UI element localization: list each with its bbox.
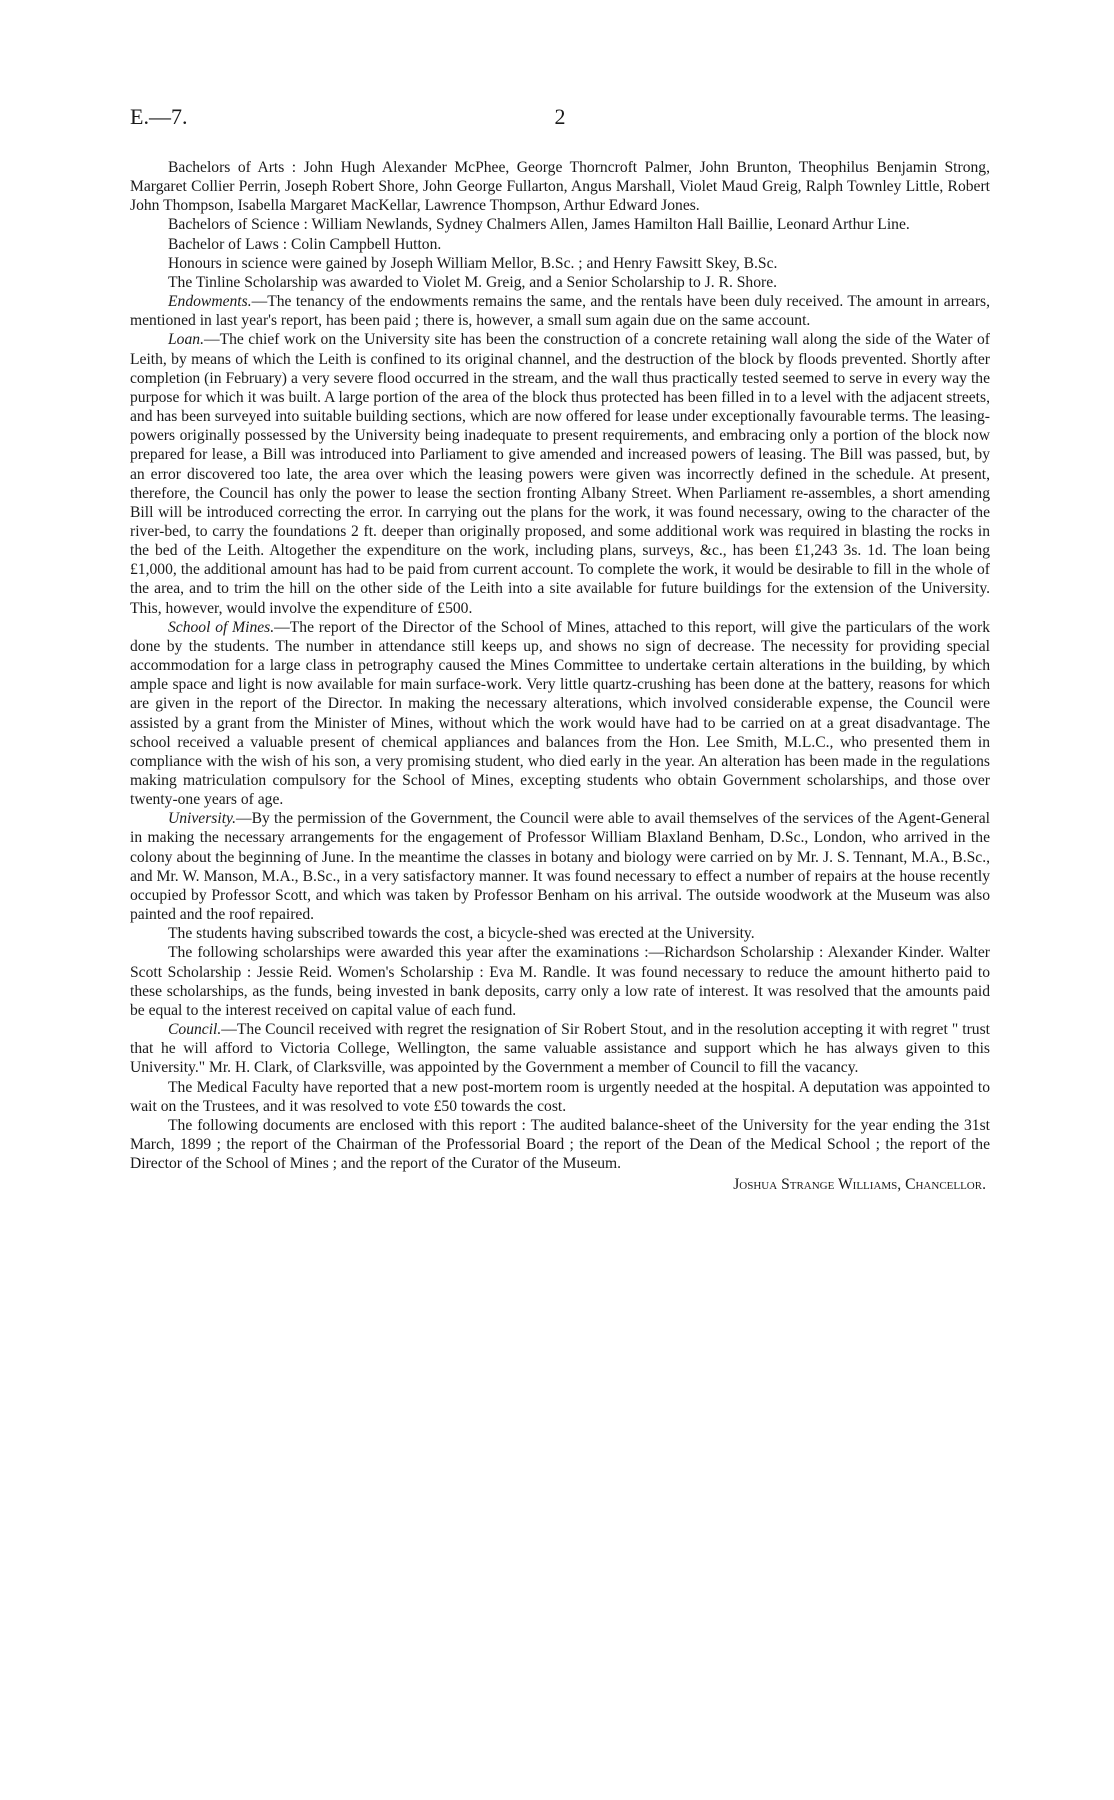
heading-university: University.	[168, 810, 236, 828]
heading-council: Council.	[168, 1021, 222, 1039]
paragraph-council: Council.—The Council received with regret the resignation of Sir Robert Stout, and in the resolution accepting it with regret " trust that he will afford to Victoria College, Wellington, the same valuable assistance and support which he has always given to this University." Mr. H. Clark, of Clarksville, was appointed by the Government a member of Council to fill the vacancy.	[130, 1021, 990, 1077]
chancellor-signature: Joshua Strange Williams, Chancellor.	[733, 1176, 986, 1194]
paragraph-documents-enclosed: The following documents are enclosed with this report : The audited balance-sheet of the University for the year ending the 31st March, 1899 ; the report of the Chairman of the Professorial Board ; the report of the Dean of the Medical School ; the report of the Director of the School of Mines ; and the report of the Curator of the Museum.	[130, 1116, 990, 1173]
page-header	[130, 104, 990, 134]
paragraph-school-of-mines: School of Mines.—The report of the Director of the School of Mines, attached to this report, will give the particulars of the work done by the students. The number in attendance still keeps up, and shows no sign of decrease. The necessity for providing special accommodation for a large class in petrography caused the Mines Committee to undertake certain alterations in the building, by which ample space and light is now available for main surface-work. Very little quartz-crushing has been done at the battery, reasons for which are given in the report of the Director. In making the necessary alterations, which involved considerable expense, the Council were assisted by a grant from the Minister of Mines, without which the work would have had to be carried on at a great disadvantage. The school received a valuable present of chemical appliances and balances from the Hon. Lee Smith, M.L.C., who presented them in compliance with the wish of his son, a very promising student, who died early in the year. An alteration has been made in the regulations making matriculation compulsory for the School of Mines, excepting students who obtain Government scholarships, and those over twenty-one years of age.	[130, 618, 990, 809]
heading-school-of-mines: School of Mines.	[168, 618, 275, 636]
paragraph-bachelors-of-science: Bachelors of Science : William Newlands, Sydney Chalmers Allen, James Hamilton Hall Baillie, Leonard Arthur Line.	[168, 216, 910, 234]
heading-loan: Loan.	[168, 331, 204, 349]
paragraph-tinline-scholarship: The Tinline Scholarship was awarded to Violet M. Greig, and a Senior Scholarship to J. R. Shore.	[168, 273, 778, 291]
paragraph-endowments: Endowments.—The tenancy of the endowments remains the same, and the rentals have been duly received. The amount in arrears, mentioned in last year's report, has been paid ; there is, however, a small sum again due on the same account.	[130, 293, 990, 330]
report-body	[130, 158, 990, 1194]
paragraph-scholarships: The following scholarships were awarded this year after the examinations :—Richardson Scholarship : Alexander Kinder. Walter Scott Scholarship : Jessie Reid. Women's Scholarship : Eva M. Randle. It was found necessary to reduce the amount hitherto paid to these scholarships, as the funds, being invested in bank deposits, carry only a low rate of interest. It was resolved that the amounts paid be equal to the interest received on capital value of each fund.	[130, 944, 990, 1019]
paragraph-honours: Honours in science were gained by Joseph William Mellor, B.Sc. ; and Henry Fawsitt Skey, B.Sc.	[168, 254, 778, 272]
document-reference: E.—7.	[130, 104, 188, 129]
paragraph-medical-faculty: The Medical Faculty have reported that a new post-mortem room is urgently needed at the hospital. A deputation was appointed to wait on the Trustees, and it was resolved to vote £50 towards the cost.	[130, 1078, 990, 1115]
paragraph-university: University.—By the permission of the Government, the Council were able to avail themselves of the services of the Agent-General in making the necessary arrangements for the engagement of Professor William Blaxland Benham, D.Sc., London, who arrived in the colony about the beginning of June. In the meantime the classes in botany and biology were carried on by Mr. J. S. Tennant, M.A., B.Sc., and Mr. W. Manson, M.A., B.Sc., in a very satisfactory manner. It was found necessary to effect a number of repairs at the house recently occupied by Professor Scott, and which was taken by Professor Benham on his arrival. The outside woodwork at the Museum was also painted and the roof repaired.	[130, 810, 990, 924]
paragraph-bachelors-of-arts: Bachelors of Arts : John Hugh Alexander McPhee, George Thorncroft Palmer, John Brunton, Theophilus Benjamin Strong, Margaret Collier Perrin, Joseph Robert Shore, John George Fullarton, Angus Marshall, Violet Maud Greig, Ralph Townley Little, Robert John Thompson, Isabella Margaret MacKellar, Lawrence Thompson, Arthur Edward Jones.	[130, 159, 990, 215]
paragraph-bicycle-shed: The students having subscribed towards the cost, a bicycle-shed was erected at the University.	[168, 925, 755, 943]
heading-endowments: Endowments.	[168, 293, 252, 311]
paragraph-bachelor-of-laws: Bachelor of Laws : Colin Campbell Hutton.	[168, 235, 442, 253]
paragraph-loan: Loan.—The chief work on the University site has been the construction of a concrete retaining wall along the side of the Water of Leith, by means of which the Leith is confined to its original channel, and the destruction of the block by floods prevented. Shortly after completion (in February) a very severe flood occurred in the stream, and the wall thus practically tested seemed to serve in every way the purpose for which it was built. A large portion of the area of the block thus protected has been filled in to a level with the adjacent streets, and has been surveyed into suitable building sections, which are now offered for lease under exceptionally favourable terms. The leasing-powers originally possessed by the University being inadequate to present requirements, and embracing only a portion of the block now prepared for lease, a Bill was introduced into Parliament to give amended and increased powers of leasing. The Bill was passed, but, by an error discovered too late, the area over which the leasing powers were given was incorrectly defined in the schedule. At present, therefore, the Council has only the power to lease the section fronting Albany Street. When Parliament re-assembles, a short amending Bill will be introduced correcting the error. In carrying out the plans for the work, it was found necessary, owing to the character of the river-bed, to carry the foundations 2 ft. deeper than originally proposed, and some additional work was required in blasting the rocks in the bed of the Leith. Altogether the expenditure on the work, including plans, surveys, &c., has been £1,243 3s. 1d. The loan being £1,000, the additional amount has had to be paid from current account. To complete the work, it would be desirable to fill in the whole of the area, and to trim the hill on the other side of the Leith into a site available for future buildings for the extension of the University. This, however, would involve the expenditure of £500.	[130, 331, 990, 617]
page-number: 2	[554, 104, 566, 129]
